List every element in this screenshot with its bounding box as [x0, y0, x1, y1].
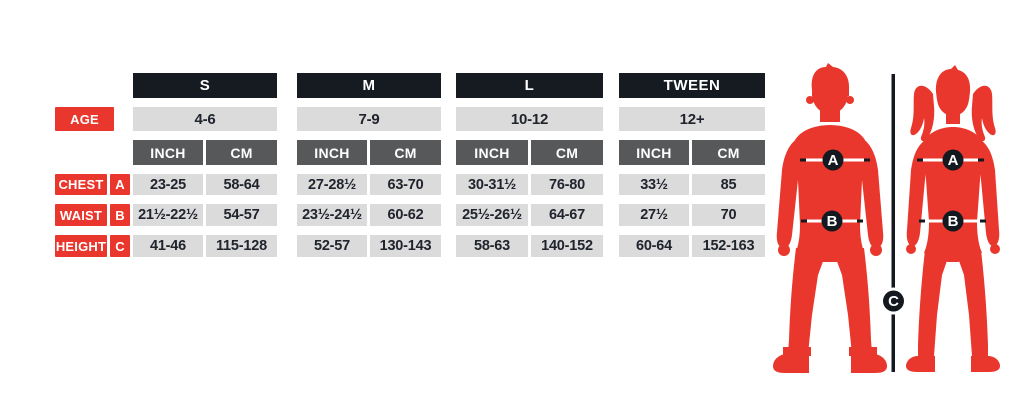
waist-cm-tween: 70	[692, 204, 765, 226]
unit-header-inch-s: INCH	[133, 140, 203, 165]
waist-cm-s: 54-57	[206, 204, 277, 226]
unit-header-cm-s: CM	[206, 140, 277, 165]
chest-marker-badge: A	[110, 174, 130, 195]
size-header-l: L	[456, 73, 603, 98]
waist-inch-s: 21½-22½	[133, 204, 203, 226]
waist-inch-tween: 27½	[619, 204, 689, 226]
size-table	[55, 73, 765, 257]
height-row-label: HEIGHT	[55, 235, 107, 257]
height-inch-m: 52-57	[297, 235, 367, 257]
chest-inch-m: 27-28½	[297, 174, 367, 195]
boy-marker-a-letter: A	[827, 152, 839, 169]
age-value-tween: 12+	[619, 107, 765, 131]
unit-header-inch-m: INCH	[297, 140, 367, 165]
boy-marker-b-letter: B	[826, 213, 838, 230]
height-marker-badge: C	[110, 235, 130, 257]
height-inch-s: 41-46	[133, 235, 203, 257]
height-cm-s: 115-128	[206, 235, 277, 257]
waist-row-label: WAIST	[55, 204, 107, 226]
height-marker-c	[880, 288, 907, 315]
chest-row-label: CHEST	[55, 174, 107, 195]
age-value-s: 4-6	[133, 107, 277, 131]
age-value-m: 7-9	[297, 107, 441, 131]
chest-cm-m: 63-70	[370, 174, 441, 195]
height-cm-m: 130-143	[370, 235, 441, 257]
chest-inch-l: 30-31½	[456, 174, 528, 195]
unit-header-inch-tween: INCH	[619, 140, 689, 165]
girl-marker-a-letter: A	[947, 152, 959, 169]
unit-header-cm-l: CM	[531, 140, 603, 165]
waist-cm-m: 60-62	[370, 204, 441, 226]
girl-marker-b-letter: B	[947, 213, 959, 230]
unit-header-inch-l: INCH	[456, 140, 528, 165]
height-measure-line	[892, 74, 896, 372]
age-row-label: AGE	[55, 107, 114, 131]
chest-cm-l: 76-80	[531, 174, 603, 195]
size-header-m: M	[297, 73, 441, 98]
waist-cm-l: 64-67	[531, 204, 603, 226]
height-inch-l: 58-63	[456, 235, 528, 257]
height-inch-tween: 60-64	[619, 235, 689, 257]
size-header-s: S	[133, 73, 277, 98]
height-cm-tween: 152-163	[692, 235, 765, 257]
waist-marker-badge: B	[110, 204, 130, 226]
unit-header-cm-tween: CM	[692, 140, 765, 165]
chest-cm-s: 58-64	[206, 174, 277, 195]
measurement-figures-illustration	[765, 60, 1024, 395]
age-value-l: 10-12	[456, 107, 603, 131]
height-cm-l: 140-152	[531, 235, 603, 257]
waist-inch-l: 25½-26½	[456, 204, 528, 226]
unit-header-cm-m: CM	[370, 140, 441, 165]
chest-inch-tween: 33½	[619, 174, 689, 195]
waist-inch-m: 23½-24½	[297, 204, 367, 226]
marker-c-letter: C	[888, 293, 899, 310]
size-header-tween: TWEEN	[619, 73, 765, 98]
chest-cm-tween: 85	[692, 174, 765, 195]
chest-inch-s: 23-25	[133, 174, 203, 195]
